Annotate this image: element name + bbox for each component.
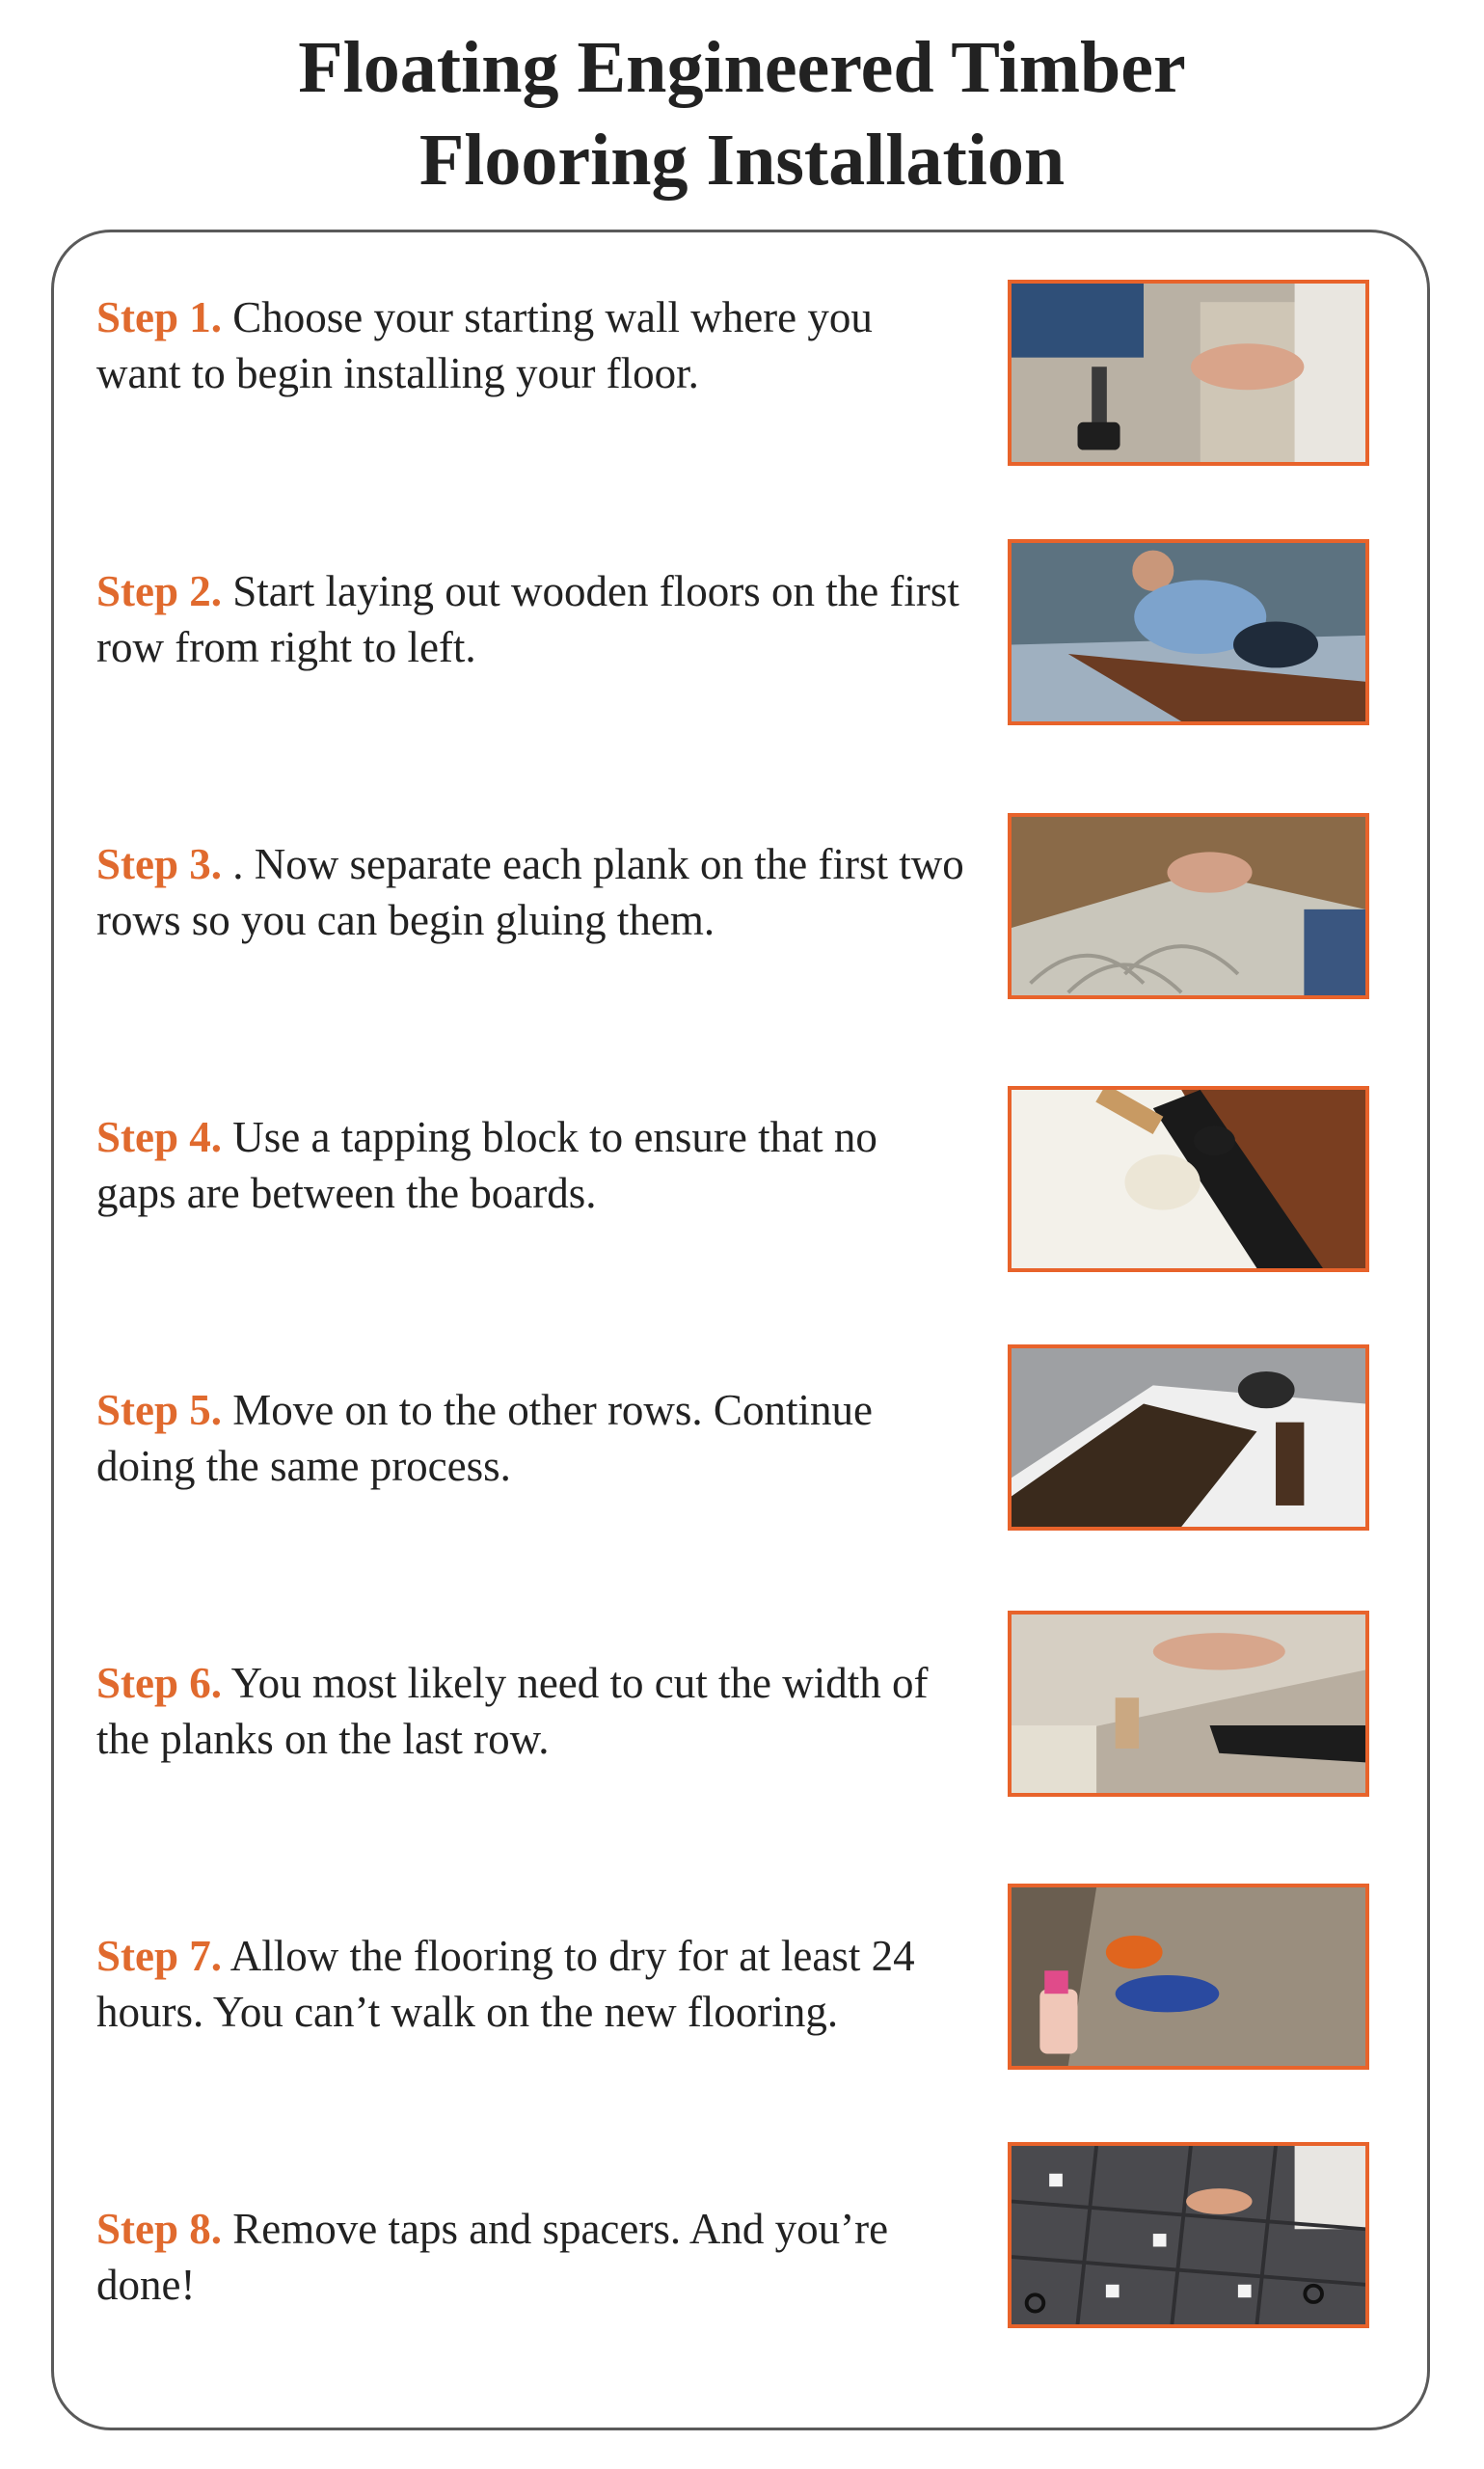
step-3-label: Step 3. [96,840,223,888]
step-7-photo [1008,1884,1369,2070]
step-6-description: You most likely need to cut the width of the planks on the last row. [96,1659,929,1763]
step-7-description: Allow the flooring to dry for at least 24 hours. You can’t walk on the new flooring. [96,1932,915,2036]
page-title [0,21,1484,206]
step-2-text [96,563,964,675]
step-7-label: Step 7. [96,1932,223,1980]
step-8-label: Step 8. [96,2205,223,2253]
step-6-text [96,1655,964,1767]
step-3-description: . Now separate each plank on the first two rows so you can begin gluing them. [96,840,964,944]
step-5-photo [1008,1344,1369,1531]
step-4-text [96,1109,964,1221]
step-4-label: Step 4. [96,1113,223,1161]
step-4-photo [1008,1086,1369,1272]
step-8-text [96,2201,964,2313]
step-5-description: Move on to the other rows. Continue doing the same process. [96,1386,873,1490]
step-5-label: Step 5. [96,1386,223,1434]
step-3-photo [1008,813,1369,999]
step-8-description: Remove taps and spacers. And you’re done! [96,2205,889,2309]
step-2-description: Start laying out wooden floors on the first row from right to left. [96,567,959,671]
step-1-text [96,289,964,401]
step-7-text [96,1928,964,2040]
step-2-photo [1008,539,1369,725]
title-line-2: Flooring Installation [418,120,1066,201]
step-5-text [96,1382,964,1494]
step-1-description: Choose your starting wall where you want to begin installing your floor. [96,293,873,397]
step-8-photo [1008,2142,1369,2328]
step-1-photo [1008,280,1369,466]
step-6-label: Step 6. [96,1659,223,1707]
title-line-1: Floating Engineered Timber [298,27,1186,108]
step-3-text [96,836,964,948]
step-6-photo [1008,1611,1369,1797]
step-1-label: Step 1. [96,293,223,341]
step-4-description: Use a tapping block to ensure that no gaps are between the boards. [96,1113,877,1217]
step-2-label: Step 2. [96,567,223,615]
